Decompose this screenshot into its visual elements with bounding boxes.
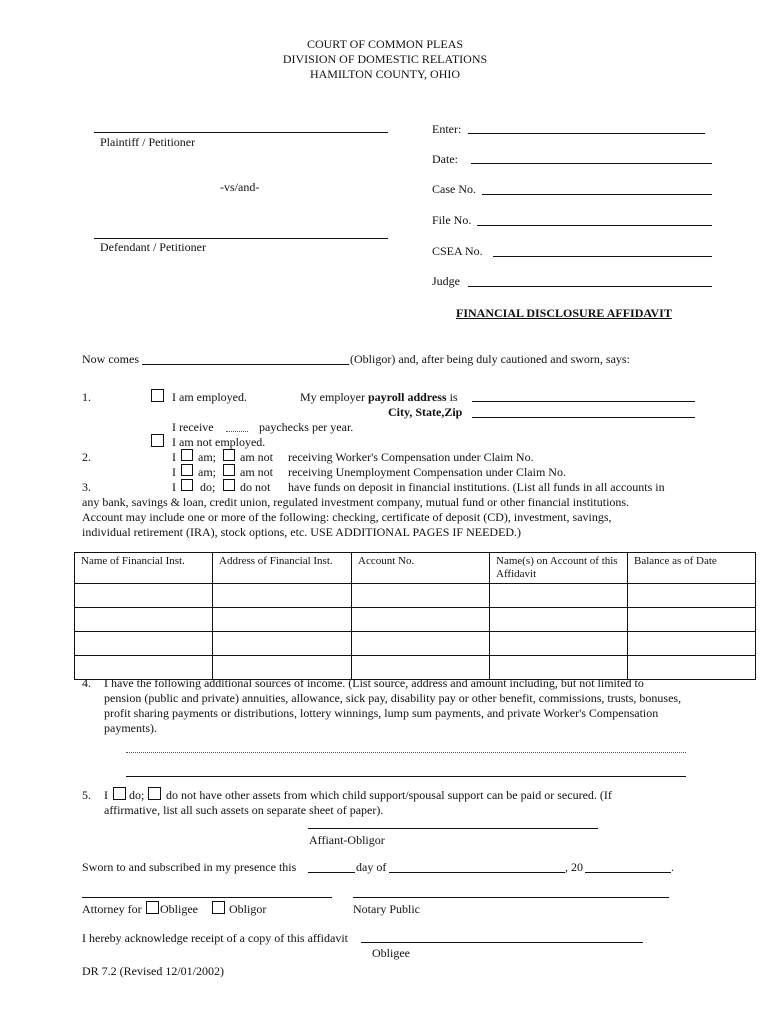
funds-text-line-3: Account may include one or more of the following: checking, certificate of deposit (CD), investment, savings,: [82, 510, 612, 524]
item-3-number: 3.: [82, 480, 91, 494]
funds-text-line-4: individual retirement (IRA), stock options, etc. USE ADDITIONAL PAGES IF NEEDED.): [82, 525, 522, 539]
assets-text-line-2: affirmative, list all such assets on separate sheet of paper).: [104, 803, 384, 817]
plaintiff-line[interactable]: [94, 132, 388, 133]
csea-no-label: CSEA No.: [432, 244, 483, 258]
additional-income-line-1[interactable]: [126, 752, 686, 753]
funds-do-label: do;: [200, 480, 216, 494]
uc-am-not-checkbox[interactable]: [223, 464, 235, 476]
attorney-obligee-checkbox[interactable]: [146, 901, 159, 914]
table-header-row: [75, 553, 756, 584]
attorney-obligee-label: Obligee: [160, 902, 198, 916]
obligee-signature-label: Obligee: [372, 946, 410, 960]
date-label: Date:: [432, 152, 458, 166]
item-2b-i-label: I: [172, 465, 176, 479]
sworn-year-field[interactable]: [585, 872, 671, 873]
defendant-label: Defendant / Petitioner: [100, 240, 206, 254]
notary-public-label: Notary Public: [353, 902, 420, 916]
funds-do-not-label: do not: [240, 480, 271, 494]
paychecks-label: paychecks per year.: [259, 420, 354, 434]
funds-do-not-checkbox[interactable]: [223, 479, 235, 491]
funds-do-checkbox[interactable]: [181, 479, 193, 491]
financial-institutions-table: [74, 552, 756, 680]
col-header-account-no: Account No.: [352, 553, 490, 584]
table-cell[interactable]: [490, 584, 628, 608]
unemployment-text: receiving Unemployment Compensation under Claim No.: [288, 465, 566, 479]
table-cell[interactable]: [213, 632, 352, 656]
plaintiff-label: Plaintiff / Petitioner: [100, 135, 196, 149]
funds-text-line-2: any bank, savings & loan, credit union, regulated investment company, mutual fund or other financial institutions.: [82, 495, 630, 509]
date-field[interactable]: [471, 163, 712, 164]
court-name: COURT OF COMMON PLEAS: [306, 37, 464, 51]
table-cell[interactable]: [628, 632, 756, 656]
attorney-obligor-checkbox[interactable]: [212, 901, 225, 914]
enter-field[interactable]: [468, 133, 705, 134]
table-row: [75, 584, 756, 608]
table-cell[interactable]: [75, 632, 213, 656]
attorney-obligor-label: Obligor: [229, 902, 267, 916]
col-header-institution-address: Address of Financial Inst.: [213, 553, 352, 584]
court-division: DIVISION OF DOMESTIC RELATIONS: [282, 52, 488, 66]
city-state-zip-label: City, State,Zip: [388, 405, 463, 419]
table-cell[interactable]: [628, 584, 756, 608]
judge-label: Judge: [432, 274, 460, 288]
assets-do-label: do;: [129, 788, 145, 802]
notary-signature-line[interactable]: [353, 897, 669, 898]
uc-am-label: am;: [198, 465, 216, 479]
assets-do-not-checkbox[interactable]: [148, 787, 161, 800]
additional-income-line-2[interactable]: [126, 776, 686, 777]
now-comes-label: Now comes: [82, 352, 139, 366]
funds-text-line-1: have funds on deposit in financial institutions. (List all funds in all accounts in: [288, 480, 665, 494]
court-county: HAMILTON COUNTY, OHIO: [309, 67, 461, 81]
employed-checkbox[interactable]: [151, 389, 164, 402]
wc-am-label: am;: [198, 450, 216, 464]
item-5-i-label: I: [104, 788, 108, 802]
item-2-i-label: I: [172, 450, 176, 464]
case-no-label: Case No.: [432, 182, 476, 196]
document-title: FINANCIAL DISCLOSURE AFFIDAVIT: [456, 306, 672, 320]
defendant-line[interactable]: [94, 238, 388, 239]
case-no-field[interactable]: [482, 194, 712, 195]
uc-am-checkbox[interactable]: [181, 464, 193, 476]
vs-label: -vs/and-: [220, 180, 260, 194]
wc-am-checkbox[interactable]: [181, 449, 193, 461]
table-cell[interactable]: [490, 632, 628, 656]
wc-am-not-label: am not: [240, 450, 273, 464]
col-header-institution-name: Name of Financial Inst.: [75, 553, 213, 584]
wc-am-not-checkbox[interactable]: [223, 449, 235, 461]
not-employed-checkbox[interactable]: [151, 434, 164, 447]
receive-label: I receive: [172, 420, 214, 434]
affiant-obligor-label: Affiant-Obligor: [309, 833, 385, 847]
sworn-month-field[interactable]: [389, 872, 565, 873]
table-cell[interactable]: [213, 584, 352, 608]
item-5-number: 5.: [82, 788, 91, 802]
sworn-day-field[interactable]: [308, 872, 355, 873]
employed-label: I am employed.: [172, 390, 247, 404]
attorney-signature-line[interactable]: [82, 897, 332, 898]
table-cell[interactable]: [75, 608, 213, 632]
uc-am-not-label: am not: [240, 465, 273, 479]
sworn-label: Sworn to and subscribed in my presence this: [82, 860, 297, 874]
csea-no-field[interactable]: [493, 256, 712, 257]
item-3-i-label: I: [172, 480, 176, 494]
judge-field[interactable]: [468, 286, 712, 287]
employer-address-field[interactable]: [472, 401, 695, 402]
sworn-period: .: [671, 860, 674, 874]
table-cell[interactable]: [490, 608, 628, 632]
table-cell[interactable]: [352, 584, 490, 608]
table-cell[interactable]: [75, 584, 213, 608]
table-row: [75, 632, 756, 656]
table-cell[interactable]: [352, 632, 490, 656]
acknowledge-label: I hereby acknowledge receipt of a copy of this affidavit: [82, 931, 349, 945]
assets-do-checkbox[interactable]: [113, 787, 126, 800]
item-1-number: 1.: [82, 390, 91, 404]
table-row: [75, 608, 756, 632]
not-employed-label: I am not employed.: [172, 435, 266, 449]
col-header-balance: Balance as of Date: [628, 553, 756, 584]
employer-address-label: My employer payroll address is: [300, 390, 458, 404]
intro-text: (Obligor) and, after being duly cautioned and sworn, says:: [350, 352, 630, 366]
item-2-number: 2.: [82, 450, 91, 464]
col-header-account-names: Name(s) on Account of this Affidavit: [490, 553, 628, 584]
year-prefix-label: , 20: [565, 860, 583, 874]
item-4-number: 4.: [82, 676, 91, 690]
table-cell[interactable]: [628, 608, 756, 632]
form-revision: DR 7.2 (Revised 12/01/2002): [82, 964, 224, 978]
table-cell[interactable]: [352, 608, 490, 632]
attorney-for-label: Attorney for: [82, 902, 142, 916]
paychecks-count-field[interactable]: [226, 431, 248, 432]
assets-text-line-1: do not have other assets from which child support/spousal support can be paid or secured. (If: [166, 788, 612, 802]
obligee-signature-line[interactable]: [361, 942, 643, 943]
additional-income-text: I have the following additional sources of income. (List source, address and amount including, but not limited to pension (public and private) annuities, allowance, sick pay, disability pay or other benefit, commissions, trusts, bonuses, profit sharing payments or distributions, lottery winnings, lump sum payments, and private Worker's Compensation payments).: [104, 676, 682, 735]
obligor-name-field[interactable]: [142, 364, 349, 365]
table-cell[interactable]: [213, 608, 352, 632]
city-state-zip-field[interactable]: [472, 417, 695, 418]
file-no-label: File No.: [432, 213, 472, 227]
day-of-label: day of: [356, 860, 387, 874]
file-no-field[interactable]: [477, 225, 712, 226]
affiant-signature-line[interactable]: [308, 828, 598, 829]
enter-label: Enter:: [432, 122, 462, 136]
workers-comp-text: receiving Worker's Compensation under Claim No.: [288, 450, 534, 464]
